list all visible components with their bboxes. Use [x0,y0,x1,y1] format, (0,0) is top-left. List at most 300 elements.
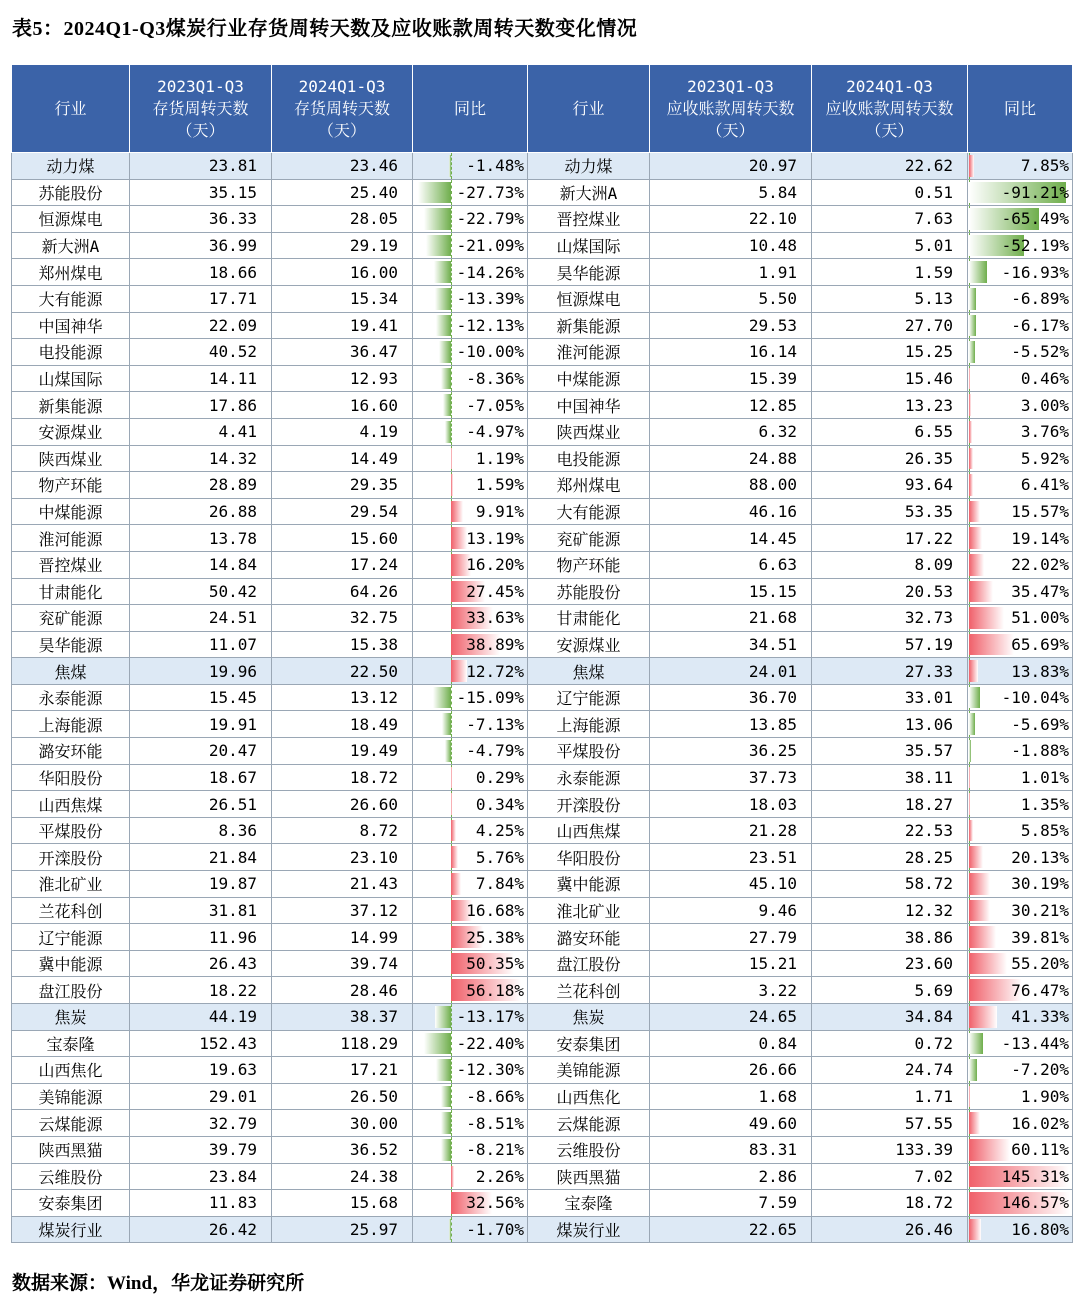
inventory-2024-value: 17.21 [272,1057,413,1084]
receivable-2024-value: 23.60 [812,950,968,977]
yoy-cell [968,658,1073,685]
receivable-2023-value: 0.84 [650,1030,812,1057]
yoy-value: -7.13% [466,714,524,734]
table-row [12,179,1073,206]
yoy-cell [968,259,1073,286]
industry-name-left: 淮北矿业 [12,871,130,898]
yoy-bar [436,315,451,337]
industry-name-right: 永泰能源 [528,764,650,791]
inventory-2024-value: 64.26 [272,578,413,605]
industry-name-left: 焦炭 [12,1004,130,1031]
yoy-cell [968,1004,1073,1031]
yoy-cell [413,1057,528,1084]
yoy-cell [413,764,528,791]
inventory-2023-value: 19.96 [130,658,272,685]
header-industry-right: 行业 [528,65,650,153]
yoy-value: 56.18% [466,980,524,1000]
category-row [12,1216,1073,1243]
receivable-2023-value: 22.10 [650,206,812,233]
inventory-2023-value: 21.84 [130,844,272,871]
industry-name-left: 上海能源 [12,711,130,738]
yoy-value: -27.73% [456,182,524,202]
yoy-value: 2.26% [475,1166,524,1186]
receivable-2023-value: 1.91 [650,259,812,286]
header-industry-left: 行业 [12,65,130,153]
industry-name-right: 物产环能 [528,551,650,578]
yoy-cell [968,551,1073,578]
inventory-2024-value: 32.75 [272,605,413,632]
receivable-2023-value: 27.79 [650,924,812,951]
yoy-value: -10.00% [456,342,524,362]
industry-name-left: 宝泰隆 [12,1030,130,1057]
yoy-cell [413,498,528,525]
receivable-2024-value: 6.55 [812,418,968,445]
receivable-2024-value: 57.19 [812,631,968,658]
yoy-cell [968,578,1073,605]
receivable-2024-value: 133.39 [812,1136,968,1163]
receivable-2023-value: 7.59 [650,1190,812,1217]
receivable-2024-value: 1.59 [812,259,968,286]
receivable-2024-value: 7.02 [812,1163,968,1190]
yoy-value: 0.29% [475,767,524,787]
receivable-2023-value: 29.53 [650,312,812,339]
yoy-value: 55.20% [1011,954,1069,974]
inventory-2024-value: 15.60 [272,525,413,552]
yoy-bar [969,501,980,523]
inventory-2023-value: 13.78 [130,525,272,552]
table-row [12,1136,1073,1163]
yoy-bar [445,421,451,443]
yoy-bar [969,394,971,416]
header-receivable-2024: 2024Q1-Q3 应收账款周转天数 （天） [812,65,968,153]
inventory-2024-value: 19.49 [272,738,413,765]
industry-name-left: 安源煤业 [12,418,130,445]
industry-name-right: 新集能源 [528,312,650,339]
yoy-axis [451,1137,452,1163]
yoy-bar [451,660,467,682]
yoy-cell [413,711,528,738]
yoy-bar [442,713,451,735]
yoy-cell [413,179,528,206]
yoy-bar [969,846,983,868]
inventory-2024-value: 28.46 [272,977,413,1004]
inventory-2024-value: 14.49 [272,445,413,472]
inventory-2024-value: 26.50 [272,1083,413,1110]
yoy-value: 3.76% [1020,422,1069,442]
receivable-2024-value: 28.25 [812,844,968,871]
receivable-2023-value: 15.15 [650,578,812,605]
yoy-bar [969,368,970,390]
yoy-cell [968,764,1073,791]
receivable-2024-value: 8.09 [812,551,968,578]
yoy-value: 1.59% [475,475,524,495]
yoy-value: -6.89% [1011,289,1069,309]
receivable-2023-value: 9.46 [650,897,812,924]
yoy-value: 0.46% [1020,369,1069,389]
inventory-2023-value: 18.66 [130,259,272,286]
yoy-value: -15.09% [456,688,524,708]
inventory-2023-value: 26.88 [130,498,272,525]
industry-name-left: 中煤能源 [12,498,130,525]
yoy-axis [451,366,452,392]
yoy-bar [451,873,461,895]
receivable-2023-value: 22.65 [650,1216,812,1243]
inventory-2023-value: 36.99 [130,232,272,259]
receivable-2023-value: 21.68 [650,605,812,632]
header-receivable-2023: 2023Q1-Q3 应收账款周转天数 （天） [650,65,812,153]
table-row [12,1030,1073,1057]
receivable-2023-value: 6.63 [650,551,812,578]
yoy-bar [969,448,973,470]
yoy-bar [435,1006,451,1028]
yoy-value: 7.84% [475,874,524,894]
table-row [12,977,1073,1004]
yoy-cell [413,658,528,685]
inventory-2023-value: 15.45 [130,684,272,711]
receivable-2023-value: 45.10 [650,871,812,898]
inventory-2024-value: 29.54 [272,498,413,525]
yoy-value: 1.35% [1020,794,1069,814]
yoy-value: -8.21% [466,1140,524,1160]
yoy-cell [413,445,528,472]
inventory-2023-value: 32.79 [130,1110,272,1137]
yoy-value: -5.52% [1011,342,1069,362]
yoy-value: 1.01% [1020,767,1069,787]
yoy-bar [451,474,453,496]
table-row [12,844,1073,871]
yoy-value: -7.05% [466,395,524,415]
industry-name-right: 山煤国际 [528,232,650,259]
receivable-2024-value: 17.22 [812,525,968,552]
industry-name-left: 大有能源 [12,285,130,312]
yoy-value: 5.76% [475,847,524,867]
table-row [12,871,1073,898]
yoy-cell [413,1190,528,1217]
yoy-value: 39.81% [1011,927,1069,947]
yoy-value: -12.13% [456,315,524,335]
yoy-bar [451,767,452,789]
yoy-bar [969,1033,983,1055]
yoy-cell [413,684,528,711]
yoy-bar [441,368,451,390]
yoy-cell [968,418,1073,445]
table-row [12,472,1073,499]
inventory-2024-value: 15.34 [272,285,413,312]
table-row [12,1163,1073,1190]
receivable-2024-value: 27.70 [812,312,968,339]
inventory-2024-value: 15.68 [272,1190,413,1217]
yoy-cell [413,1163,528,1190]
yoy-bar [969,527,982,549]
yoy-value: 7.85% [1020,156,1069,176]
industry-name-right: 焦炭 [528,1004,650,1031]
yoy-bar [451,501,463,523]
inventory-2024-value: 23.46 [272,153,413,180]
industry-name-right: 冀中能源 [528,871,650,898]
industry-name-left: 兰花科创 [12,897,130,924]
table-row [12,817,1073,844]
receivable-2024-value: 15.46 [812,365,968,392]
receivable-2024-value: 93.64 [812,472,968,499]
industry-name-right: 苏能股份 [528,578,650,605]
yoy-bar [969,900,990,922]
receivable-2023-value: 24.01 [650,658,812,685]
industry-name-right: 恒源煤电 [528,285,650,312]
yoy-value: 30.19% [1011,874,1069,894]
yoy-axis [451,153,452,179]
industry-name-right: 兰花科创 [528,977,650,1004]
yoy-axis [451,286,452,312]
table-row [12,1190,1073,1217]
yoy-cell [968,525,1073,552]
industry-name-left: 中国神华 [12,312,130,339]
yoy-cell [413,817,528,844]
yoy-cell [413,285,528,312]
receivable-2024-value: 53.35 [812,498,968,525]
yoy-cell [413,1030,528,1057]
yoy-bar [445,740,451,762]
inventory-2023-value: 19.91 [130,711,272,738]
yoy-value: -12.30% [456,1060,524,1080]
industry-name-right: 淮北矿业 [528,897,650,924]
yoy-bar [969,926,996,948]
yoy-bar [449,1219,451,1241]
yoy-axis [451,233,452,259]
receivable-2024-value: 58.72 [812,871,968,898]
industry-name-left: 云维股份 [12,1163,130,1190]
yoy-bar [969,1112,980,1134]
header-yoy-right: 同比 [968,65,1073,153]
inventory-2024-value: 26.60 [272,791,413,818]
receivable-2024-value: 5.13 [812,285,968,312]
yoy-cell [413,232,528,259]
yoy-value: 41.33% [1011,1007,1069,1027]
yoy-bar [969,660,978,682]
receivable-2023-value: 3.22 [650,977,812,1004]
inventory-2024-value: 22.50 [272,658,413,685]
yoy-cell [413,418,528,445]
inventory-2024-value: 16.60 [272,392,413,419]
industry-name-right: 宝泰隆 [528,1190,650,1217]
yoy-value: 60.11% [1011,1140,1069,1160]
yoy-value: 27.45% [466,581,524,601]
receivable-2023-value: 21.28 [650,817,812,844]
header-inventory-2024: 2024Q1-Q3 存货周转天数 （天） [272,65,413,153]
inventory-2023-value: 44.19 [130,1004,272,1031]
yoy-cell [413,631,528,658]
yoy-cell [968,738,1073,765]
yoy-bar [451,448,452,470]
yoy-bar [439,341,451,363]
yoy-bar [424,1033,451,1055]
yoy-axis [451,313,452,339]
industry-name-right: 开滦股份 [528,791,650,818]
yoy-value: -21.09% [456,236,524,256]
yoy-cell [413,871,528,898]
industry-name-right: 盘江股份 [528,950,650,977]
table-row [12,711,1073,738]
table-row [12,285,1073,312]
industry-name-left: 华阳股份 [12,764,130,791]
yoy-bar [969,1059,977,1081]
inventory-2024-value: 17.24 [272,551,413,578]
inventory-2024-value: 18.49 [272,711,413,738]
table-body [12,153,1073,1243]
inventory-2023-value: 24.51 [130,605,272,632]
table-row [12,764,1073,791]
industry-name-left: 云煤能源 [12,1110,130,1137]
yoy-bar [969,793,970,815]
industry-name-right: 中煤能源 [528,365,650,392]
industry-name-left: 冀中能源 [12,950,130,977]
yoy-value: 4.25% [475,821,524,841]
yoy-cell [968,950,1073,977]
inventory-2024-value: 8.72 [272,817,413,844]
yoy-cell [968,684,1073,711]
table-row [12,1083,1073,1110]
yoy-cell [968,445,1073,472]
industry-name-right: 美锦能源 [528,1057,650,1084]
table-row [12,605,1073,632]
yoy-cell [413,844,528,871]
inventory-2023-value: 11.96 [130,924,272,951]
receivable-2024-value: 26.35 [812,445,968,472]
yoy-cell [968,365,1073,392]
industry-name-left: 辽宁能源 [12,924,130,951]
yoy-bar [969,767,970,789]
inventory-2023-value: 14.32 [130,445,272,472]
yoy-value: 1.90% [1020,1087,1069,1107]
yoy-value: 0.34% [475,794,524,814]
inventory-2023-value: 11.07 [130,631,272,658]
receivable-2023-value: 16.14 [650,339,812,366]
receivable-2024-value: 12.32 [812,897,968,924]
receivable-2024-value: 18.72 [812,1190,968,1217]
yoy-cell [968,1190,1073,1217]
receivable-2024-value: 26.46 [812,1216,968,1243]
yoy-cell [413,551,528,578]
yoy-cell [413,578,528,605]
yoy-bar [435,288,451,310]
inventory-2024-value: 118.29 [272,1030,413,1057]
industry-name-left: 山西焦化 [12,1057,130,1084]
receivable-2024-value: 22.53 [812,817,968,844]
yoy-cell [968,498,1073,525]
yoy-bar [969,873,990,895]
inventory-2024-value: 25.40 [272,179,413,206]
receivable-2023-value: 1.68 [650,1083,812,1110]
yoy-value: 16.20% [466,555,524,575]
inventory-2023-value: 29.01 [130,1083,272,1110]
data-source: 数据来源：Wind，华龙证券研究所 [12,1273,305,1294]
inventory-2024-value: 18.72 [272,764,413,791]
inventory-2023-value: 152.43 [130,1030,272,1057]
yoy-axis [451,419,452,445]
table-row [12,1057,1073,1084]
header-yoy-left: 同比 [413,65,528,153]
yoy-value: -8.51% [466,1113,524,1133]
receivable-2023-value: 10.48 [650,232,812,259]
industry-name-right: 云煤能源 [528,1110,650,1137]
industry-name-right: 晋控煤业 [528,206,650,233]
receivable-2024-value: 24.74 [812,1057,968,1084]
inventory-2024-value: 13.12 [272,684,413,711]
yoy-bar [449,155,451,177]
receivable-2024-value: 33.01 [812,684,968,711]
yoy-bar [418,182,451,204]
receivable-2023-value: 12.85 [650,392,812,419]
receivable-2024-value: 34.84 [812,1004,968,1031]
yoy-value: -7.20% [1011,1060,1069,1080]
industry-name-left: 新集能源 [12,392,130,419]
inventory-2023-value: 39.79 [130,1136,272,1163]
industry-name-right: 陕西煤业 [528,418,650,445]
yoy-cell [968,392,1073,419]
industry-name-left: 陕西黑猫 [12,1136,130,1163]
inventory-2023-value: 20.47 [130,738,272,765]
inventory-2024-value: 21.43 [272,871,413,898]
receivable-2023-value: 24.88 [650,445,812,472]
yoy-bar [451,527,467,549]
yoy-cell [968,977,1073,1004]
yoy-axis [451,392,452,418]
inventory-2023-value: 11.83 [130,1190,272,1217]
industry-name-right: 郑州煤电 [528,472,650,499]
yoy-bar [451,793,452,815]
yoy-value: -52.19% [1001,236,1069,256]
table-row [12,259,1073,286]
yoy-bar [969,261,987,283]
yoy-value: 16.68% [466,900,524,920]
yoy-cell [413,1004,528,1031]
inventory-2023-value: 36.33 [130,206,272,233]
yoy-bar [969,341,975,363]
yoy-cell [413,206,528,233]
yoy-cell [968,605,1073,632]
receivable-2024-value: 13.23 [812,392,968,419]
category-row [12,658,1073,685]
yoy-bar [969,1219,981,1241]
inventory-2023-value: 17.71 [130,285,272,312]
yoy-bar [441,1086,451,1108]
industry-name-right: 平煤股份 [528,738,650,765]
yoy-bar [436,1059,451,1081]
receivable-2024-value: 57.55 [812,1110,968,1137]
yoy-cell [968,153,1073,180]
inventory-2023-value: 19.63 [130,1057,272,1084]
table-row [12,950,1073,977]
yoy-cell [413,1083,528,1110]
yoy-value: 76.47% [1011,980,1069,1000]
turnover-table [11,64,1073,1243]
yoy-value: -1.70% [466,1220,524,1240]
yoy-cell [968,1216,1073,1243]
inventory-2023-value: 18.67 [130,764,272,791]
table-row [12,1110,1073,1137]
yoy-value: 13.19% [466,528,524,548]
receivable-2024-value: 22.62 [812,153,968,180]
table-row [12,365,1073,392]
yoy-value: -4.79% [466,741,524,761]
receivable-2024-value: 7.63 [812,206,968,233]
industry-name-left: 兖矿能源 [12,605,130,632]
industry-name-right: 甘肃能化 [528,605,650,632]
table-row [12,418,1073,445]
receivable-2023-value: 18.03 [650,791,812,818]
yoy-cell [413,977,528,1004]
receivable-2023-value: 24.65 [650,1004,812,1031]
inventory-2023-value: 31.81 [130,897,272,924]
